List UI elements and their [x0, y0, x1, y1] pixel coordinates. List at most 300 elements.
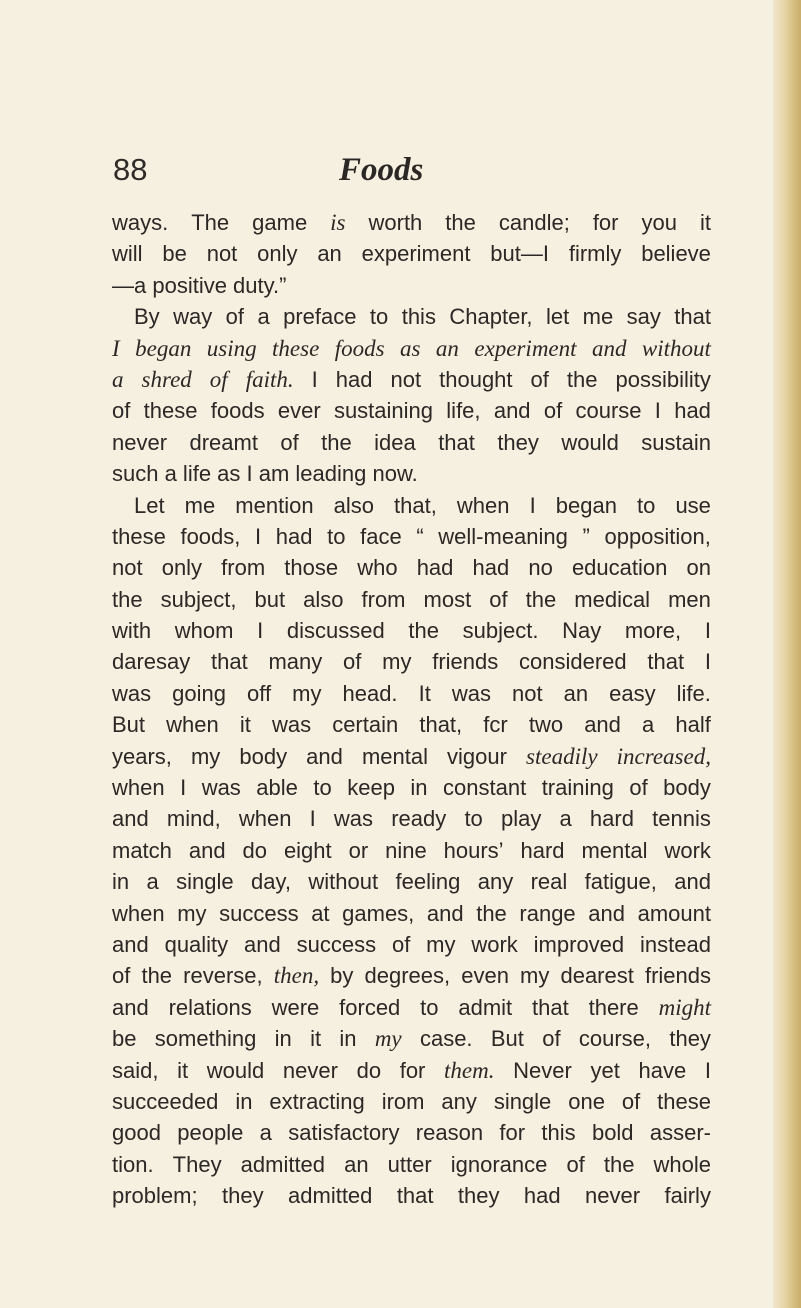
word: I: [311, 366, 318, 392]
word: ,: [705, 743, 711, 769]
word: eight: [283, 837, 332, 863]
word: said,: [112, 1057, 159, 1083]
word: ,: [313, 963, 320, 989]
word: quality: [164, 931, 229, 957]
word: the: [112, 586, 143, 612]
text-line: [112, 270, 711, 301]
word: nine: [385, 837, 427, 863]
word: and: [588, 900, 625, 926]
word: foods: [210, 398, 265, 424]
word: a: [642, 712, 655, 738]
word: I: [704, 618, 711, 644]
word: these: [657, 1088, 711, 1114]
italic-word: these: [272, 335, 320, 361]
word: amount: [637, 900, 711, 926]
word: and: [674, 869, 711, 895]
word: keep: [347, 775, 395, 801]
word: tennis: [652, 806, 711, 832]
word: relations: [168, 994, 252, 1020]
word: when: [456, 492, 510, 518]
word: for: [499, 1120, 526, 1146]
italic-word: and: [591, 335, 627, 361]
word: hours’: [443, 837, 504, 863]
word: any: [477, 869, 514, 895]
word: that,: [394, 492, 437, 518]
word: mental: [581, 837, 648, 863]
word: dreamt: [189, 429, 258, 455]
word: who: [357, 555, 398, 581]
word: of: [280, 429, 299, 455]
word: of: [566, 1151, 585, 1177]
italic-word: using: [206, 335, 257, 361]
word: work: [471, 931, 518, 957]
word: when: [112, 775, 165, 801]
text-line: [112, 929, 711, 960]
word: they: [457, 1183, 500, 1209]
italic-word: shred: [141, 366, 192, 392]
word: my: [382, 649, 412, 675]
word: something: [154, 1026, 257, 1052]
word: off: [247, 680, 272, 706]
word: a: [146, 869, 159, 895]
word: they: [669, 1026, 711, 1052]
word: never: [112, 429, 168, 455]
word: bold: [591, 1120, 634, 1146]
italic-word: increased,: [616, 743, 711, 769]
word: opposition,: [604, 523, 711, 549]
word: when: [166, 712, 219, 738]
word: tion.: [112, 1151, 154, 1177]
word: degrees,: [364, 963, 451, 989]
word: in: [235, 1088, 253, 1114]
word: my: [292, 680, 322, 706]
word: to: [464, 806, 483, 832]
word: worth: [368, 210, 423, 235]
word: also: [303, 586, 344, 612]
word: and: [112, 806, 149, 832]
word: real: [530, 869, 568, 895]
word: had: [523, 1183, 561, 1209]
word: well-meaning: [438, 523, 568, 549]
word: from: [221, 555, 266, 581]
word: fairly: [664, 1183, 711, 1209]
word: or: [348, 837, 369, 863]
word: not: [206, 241, 238, 267]
word: I: [255, 523, 262, 549]
word: mental: [361, 743, 428, 769]
italic-word: began: [135, 335, 192, 361]
word: instead: [640, 931, 711, 957]
word: .: [488, 1057, 495, 1083]
text-line: [112, 552, 711, 583]
word: at: [311, 900, 330, 926]
body-text: [112, 207, 711, 1212]
word: and: [493, 398, 531, 424]
word: considered: [519, 649, 627, 675]
word: of: [542, 1026, 561, 1052]
word: I: [180, 775, 187, 801]
word: I: [654, 398, 661, 424]
word: able: [256, 775, 298, 801]
word: be: [112, 1026, 137, 1052]
word: sustaining: [333, 398, 434, 424]
word: case.: [419, 1026, 473, 1052]
word: not: [390, 366, 422, 392]
word: going: [172, 680, 226, 706]
italic-word: my: [374, 1026, 402, 1052]
italic-word: as: [400, 335, 421, 361]
word: more,: [624, 618, 682, 644]
word: and: [188, 837, 226, 863]
word: reverse,: [183, 963, 263, 989]
word: do: [242, 837, 267, 863]
word: “: [416, 523, 424, 549]
word: they: [222, 1183, 264, 1209]
word: when: [112, 900, 165, 926]
word: for: [592, 210, 619, 235]
word: of: [112, 398, 131, 424]
text-line: [112, 960, 711, 991]
word: They: [172, 1151, 222, 1177]
word: the: [445, 210, 476, 235]
word: the: [476, 900, 507, 926]
text-line: [112, 395, 711, 426]
text-line: [112, 1055, 711, 1086]
text-line: [112, 1117, 711, 1148]
word: never: [282, 1057, 338, 1083]
word: an: [344, 1151, 369, 1177]
word: the: [603, 1151, 635, 1177]
word: that: [532, 994, 569, 1020]
word: only: [257, 241, 298, 267]
word: of: [343, 649, 362, 675]
word: foods,: [180, 523, 241, 549]
word: had: [472, 555, 510, 581]
word: was: [333, 806, 374, 832]
word: game: [252, 210, 308, 235]
word: education: [571, 555, 668, 581]
word: not: [112, 555, 143, 581]
word: of: [530, 366, 549, 392]
text-line: [112, 207, 711, 238]
italic-word: is: [330, 210, 346, 235]
word: was: [112, 680, 152, 706]
word: daresay: [112, 649, 191, 675]
word: had: [335, 366, 373, 392]
word: ignorance: [450, 1151, 548, 1177]
word: I: [704, 1057, 711, 1083]
word: thought: [439, 366, 513, 392]
word: people: [177, 1120, 244, 1146]
word: certain: [332, 712, 399, 738]
text-line: [112, 458, 711, 489]
word: preface: [283, 304, 357, 330]
text-line: [112, 646, 711, 677]
word: games,: [342, 900, 415, 926]
text-line: [112, 1023, 711, 1054]
text-line: [112, 678, 711, 709]
word: men: [668, 586, 711, 612]
word: reason: [415, 1120, 484, 1146]
word: firmly: [568, 241, 622, 267]
word: that: [674, 304, 711, 330]
word: satisfactory: [288, 1120, 400, 1146]
word: face: [360, 523, 402, 549]
word: was: [271, 712, 312, 738]
word: would: [561, 429, 619, 455]
word: in: [112, 869, 130, 895]
text-line: [112, 992, 711, 1023]
word: friends: [432, 649, 499, 675]
word: whom: [174, 618, 234, 644]
word: discussed: [286, 618, 385, 644]
text-line: [112, 898, 711, 929]
word: single: [176, 869, 234, 895]
word: good: [112, 1120, 161, 1146]
word: hard: [520, 837, 565, 863]
word: never: [585, 1183, 641, 1209]
word: not: [512, 680, 543, 706]
word: to: [327, 523, 346, 549]
word: body: [239, 743, 288, 769]
word: had: [275, 523, 313, 549]
italic-word: them.: [444, 1057, 495, 1083]
word: but—I: [490, 241, 549, 267]
page-edge-shading: [773, 0, 801, 1308]
word: ready: [391, 806, 447, 832]
word: the: [321, 429, 352, 455]
word: was: [451, 680, 491, 706]
word: vigour: [447, 743, 507, 769]
word: an: [563, 680, 589, 706]
word: But: [490, 1026, 524, 1052]
word: of: [112, 963, 131, 989]
word: I: [529, 492, 536, 518]
text-line: [112, 521, 711, 552]
word: dearest: [560, 963, 634, 989]
word: I: [704, 649, 711, 675]
text-line: [112, 1149, 711, 1180]
word: mind,: [166, 806, 221, 832]
italic-word: experiment: [474, 335, 577, 361]
word: when: [238, 806, 292, 832]
word: Never: [513, 1057, 572, 1083]
text-line: [112, 427, 711, 458]
word: that,: [419, 712, 463, 738]
word: course,: [578, 1026, 652, 1052]
word: Chapter,: [449, 304, 533, 330]
text-line: [112, 364, 711, 395]
word: success: [219, 900, 299, 926]
word: it: [177, 1057, 189, 1083]
word: these: [112, 523, 166, 549]
word: head.: [342, 680, 398, 706]
word: this: [401, 304, 436, 330]
italic-word: an: [435, 335, 459, 361]
word: in: [410, 775, 428, 801]
word: ”: [582, 523, 590, 549]
word: only: [161, 555, 203, 581]
word: such a life as I am leading now.: [112, 461, 418, 487]
word: to: [420, 994, 439, 1020]
word: and: [426, 900, 464, 926]
word: my: [426, 931, 456, 957]
word: It: [418, 680, 431, 706]
word: for: [399, 1057, 426, 1083]
word: it: [699, 210, 711, 235]
word: one: [568, 1088, 605, 1114]
word: way: [173, 304, 213, 330]
word: friends: [644, 963, 711, 989]
word: constant: [443, 775, 527, 801]
word: do: [356, 1057, 382, 1083]
word: the: [408, 618, 439, 644]
text-line: [112, 803, 711, 834]
word: were: [271, 994, 320, 1020]
word: that: [211, 649, 248, 675]
text-line: [112, 490, 711, 521]
text-line: [112, 584, 711, 615]
word: match: [112, 837, 172, 863]
word: subject.: [462, 618, 539, 644]
word: course: [575, 398, 642, 424]
text-line: [112, 301, 711, 332]
word: fcr: [483, 712, 508, 738]
word: by: [330, 963, 354, 989]
word: on: [686, 555, 711, 581]
word: of: [621, 1088, 641, 1114]
word: I: [309, 806, 316, 832]
word: work: [664, 837, 711, 863]
word: my: [190, 743, 221, 769]
word: to: [637, 492, 656, 518]
word: a: [559, 806, 572, 832]
word: with: [112, 618, 152, 644]
word: Let: [134, 492, 165, 518]
italic-word: faith.: [245, 366, 294, 392]
word: and: [112, 931, 149, 957]
text-line: [112, 835, 711, 866]
word: medical: [574, 586, 651, 612]
italic-word: foods: [334, 335, 385, 361]
word: possibility: [615, 366, 711, 392]
word: even: [461, 963, 509, 989]
word: The: [191, 210, 230, 235]
word: to: [369, 304, 389, 330]
word: ways.: [112, 210, 169, 235]
word: would: [206, 1057, 265, 1083]
word: mention: [235, 492, 314, 518]
word: experiment: [361, 241, 471, 267]
text-line: [112, 866, 711, 897]
word: will: [112, 241, 143, 267]
word: life,: [446, 398, 481, 424]
word: forced: [339, 994, 401, 1020]
word: and: [306, 743, 343, 769]
word: ;: [563, 210, 570, 235]
word: there: [588, 994, 639, 1020]
word: my: [520, 963, 550, 989]
word: years,: [112, 743, 172, 769]
word: that: [647, 649, 685, 675]
word: range: [519, 900, 576, 926]
word: also: [333, 492, 374, 518]
running-title: Foods: [339, 152, 424, 188]
text-line: [112, 1086, 711, 1117]
word: this: [541, 1120, 576, 1146]
word: the: [141, 963, 173, 989]
word: whole: [653, 1151, 711, 1177]
word: to: [313, 775, 332, 801]
word: admitted: [240, 1151, 326, 1177]
word: asser-: [649, 1120, 711, 1146]
word: problem;: [112, 1183, 198, 1209]
text-line: [112, 1180, 711, 1211]
word: day,: [251, 869, 291, 895]
word: me: [582, 304, 614, 330]
word: of: [391, 931, 411, 957]
word: let: [545, 304, 570, 330]
word: in: [339, 1026, 357, 1052]
word: and: [112, 994, 149, 1020]
word: the: [566, 366, 598, 392]
word: a: [257, 304, 270, 330]
word: training: [541, 775, 614, 801]
word: subject,: [160, 586, 237, 612]
word: say: [626, 304, 661, 330]
text-line: [112, 615, 711, 646]
word: it: [239, 712, 251, 738]
word: play: [500, 806, 542, 832]
word: body: [663, 775, 711, 801]
word: a: [259, 1120, 272, 1146]
text-line: [112, 238, 711, 269]
word: and: [244, 931, 281, 957]
italic-word: steadily: [526, 743, 598, 769]
word: irom: [381, 1088, 425, 1114]
word: of: [489, 586, 508, 612]
word: and: [584, 712, 621, 738]
word: the: [525, 586, 557, 612]
word: began: [555, 492, 617, 518]
word: from: [361, 586, 406, 612]
word: without: [308, 869, 379, 895]
word: of: [629, 775, 648, 801]
word: those: [284, 555, 339, 581]
word: extracting: [269, 1088, 365, 1114]
page-number: 88: [113, 152, 148, 187]
word: in: [274, 1026, 292, 1052]
word: admit: [458, 994, 513, 1020]
word: ;: [191, 1183, 198, 1209]
running-header: [0, 150, 801, 194]
word: idea: [374, 429, 416, 455]
word: Nay: [562, 618, 602, 644]
word: most: [423, 586, 472, 612]
word: me: [184, 492, 216, 518]
word: you: [641, 210, 677, 235]
word: half: [675, 712, 711, 738]
word: single: [493, 1088, 552, 1114]
word: yet: [590, 1057, 620, 1083]
italic-word: I: [112, 335, 120, 361]
word: they: [497, 429, 539, 455]
word: had: [674, 398, 711, 424]
text-line: [112, 709, 711, 740]
word: admitted: [288, 1183, 373, 1209]
italic-word: a: [112, 366, 124, 392]
word: two: [528, 712, 564, 738]
